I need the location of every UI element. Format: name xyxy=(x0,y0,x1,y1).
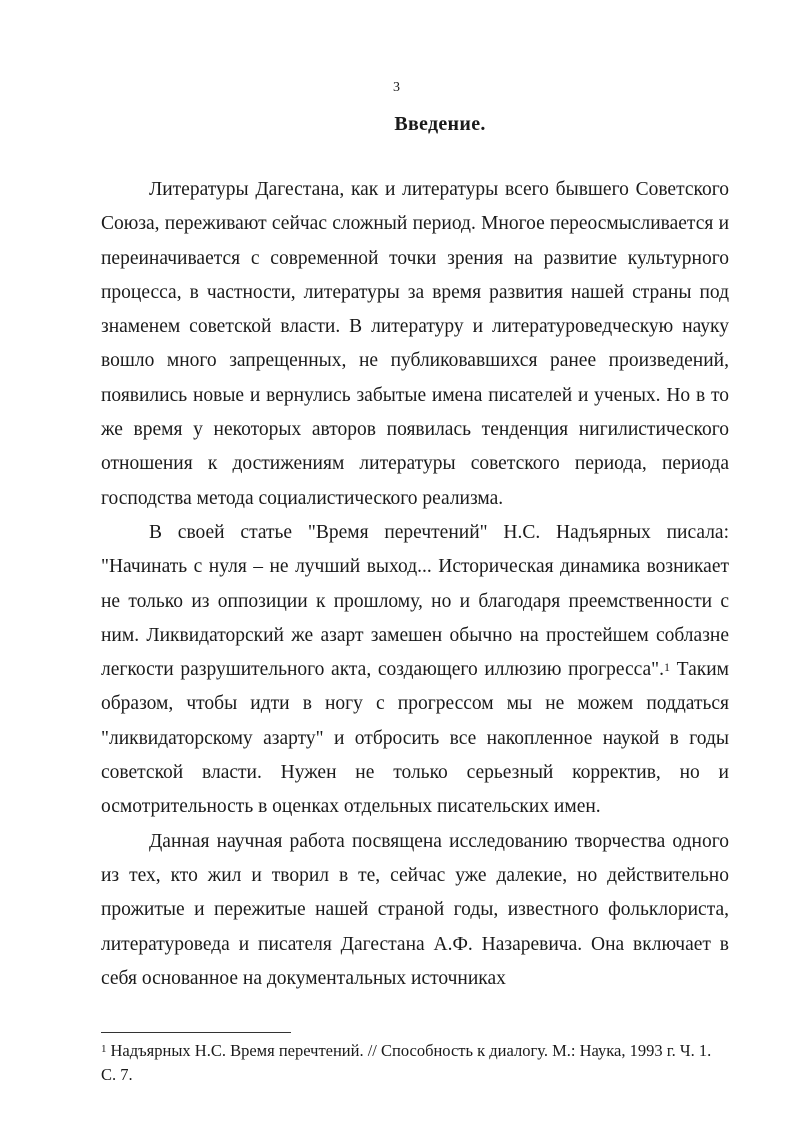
paragraph-3: Данная научная работа посвящена исследованию творчества одного из тех, кто жил и творил в те, сейчас уже далекие, но действительно прожитые и пережитые нашей страной годы, известного фольклориста, литературоведа и писателя Дагестана А.Ф. Назаревича. Она включает в себя основанное на документальных источниках xyxy=(101,830,729,989)
footnote-mark: 1 xyxy=(101,1043,107,1055)
paragraph-2-text-before: В своей статье "Время перечтений" Н.С. Надъярных писала: "Начинать с нуля – не лучший выход... Историческая динамика возникает не только из оппозиции к прошлому, но и благодаря преемственности с ним. Ликвидаторский же азарт замешен обычно на простейшем соблазне легкости разрушительного акта, создающего иллюзию прогресса". xyxy=(101,521,729,681)
page-number: 3 xyxy=(393,80,400,95)
paragraph-2-text-after: Таким образом, чтобы идти в ногу с прогрессом мы не можем поддаться "ликвидаторскому азарту" и отбросить все накопленное наукой в годы советской власти. Нужен не только серьезный корректив, но и осмотрительность в оценках отдельных писательских имен. xyxy=(101,659,729,818)
footnote-text: Надъярных Н.С. Время перечтений. // Способность к диалогу. М.: Наука, 1993 г. Ч. 1. С. 7. xyxy=(101,1041,712,1084)
body-text xyxy=(101,173,729,996)
footnote xyxy=(101,1039,721,1087)
footnote-reference: 1 xyxy=(664,660,671,675)
section-title: Введение. xyxy=(394,113,486,135)
paragraph-2 xyxy=(101,516,729,825)
paragraph-1: Литературы Дагестана, как и литературы всего бывшего Советского Союза, переживают сейчас сложный период. Многое переосмысливается и переиначивается с современной точки зрения на развитие культурного процесса, в частности, литературы за время развития нашей страны под знаменем советской власти. В литературу и литературоведческую науку вошло много запрещенных, не публиковавшихся ранее произведений, появились новые и вернулись забытые имена писателей и ученых. Но в то же время у некоторых авторов появилась тенденция нигилистического отношения к достижениям литературы советского периода, периода господства метода социалистического реализма. xyxy=(101,179,729,509)
footnote-separator xyxy=(101,1032,291,1033)
